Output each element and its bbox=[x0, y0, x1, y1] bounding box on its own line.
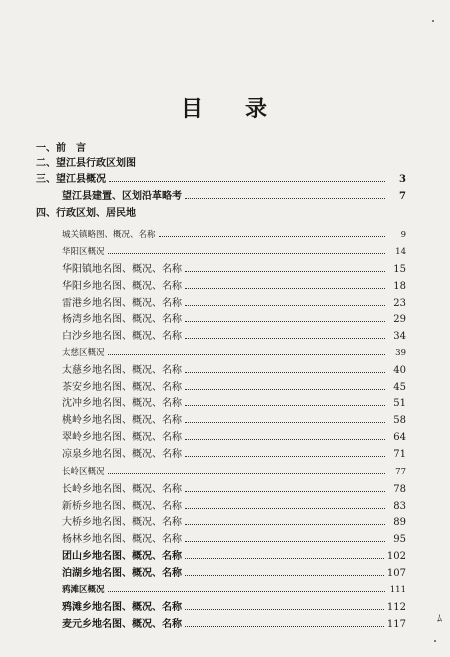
toc-entry-label: 杨林乡地名图、概况、名称 bbox=[62, 534, 182, 545]
dot-leader bbox=[109, 181, 385, 182]
scan-speck bbox=[434, 640, 436, 642]
toc-page-number: 78 bbox=[393, 484, 406, 495]
toc-page-number: 95 bbox=[393, 534, 406, 545]
page-title bbox=[0, 92, 450, 123]
toc-entry-label: 华阳镇地名图、概况、名称 bbox=[62, 264, 182, 275]
toc-entry[interactable] bbox=[62, 466, 406, 479]
dot-leader bbox=[185, 338, 385, 339]
toc-entry-label: 团山乡地名图、概况、名称 bbox=[62, 551, 182, 562]
dot-leader bbox=[185, 422, 385, 423]
toc-page-number: 117 bbox=[386, 619, 406, 630]
toc-section[interactable] bbox=[36, 157, 406, 170]
toc-entry-label: 麦元乡地名图、概况、名称 bbox=[62, 619, 182, 630]
toc-page-number: 111 bbox=[389, 585, 406, 595]
toc-entry[interactable] bbox=[62, 431, 406, 444]
toc-entry[interactable] bbox=[62, 280, 406, 293]
toc-page-number: 77 bbox=[395, 467, 406, 477]
dot-leader bbox=[185, 575, 384, 576]
title-char-1: 目 bbox=[180, 96, 205, 122]
toc-entry-label: 翠岭乡地名图、概况、名称 bbox=[62, 432, 182, 443]
toc-entry-label: 长岭乡地名图、概况、名称 bbox=[62, 484, 182, 495]
toc-page-number: 112 bbox=[386, 602, 406, 613]
title-char-2: 录 bbox=[245, 96, 270, 122]
toc-page-number: 102 bbox=[386, 551, 406, 562]
toc-entry-label: 沈冲乡地名图、概况、名称 bbox=[62, 398, 182, 409]
toc-page-number: 40 bbox=[393, 365, 406, 376]
dot-leader bbox=[185, 271, 385, 272]
toc-entry-label: 雷港乡地名图、概况、名称 bbox=[62, 298, 182, 309]
toc-page-number: 58 bbox=[393, 415, 406, 426]
dot-leader bbox=[108, 591, 385, 592]
toc-entry-label: 白沙乡地名图、概况、名称 bbox=[62, 331, 182, 342]
toc-page-number: 18 bbox=[393, 281, 406, 292]
toc-section[interactable] bbox=[62, 190, 406, 203]
dot-leader bbox=[185, 491, 385, 492]
toc-entry-label: 城关镇略图、概况、名称 bbox=[62, 230, 156, 240]
toc-entry[interactable] bbox=[62, 246, 406, 259]
toc-page-number: 83 bbox=[393, 501, 406, 512]
toc-entry[interactable] bbox=[62, 601, 406, 614]
toc-entry-label: 大桥乡地名图、概况、名称 bbox=[62, 517, 182, 528]
toc-section[interactable] bbox=[36, 142, 406, 155]
toc-entry[interactable] bbox=[62, 364, 406, 377]
dot-leader bbox=[185, 541, 385, 542]
margin-mark: ﾑ bbox=[437, 614, 442, 625]
toc-entry-label: 茶安乡地名图、概况、名称 bbox=[62, 382, 182, 393]
dot-leader bbox=[185, 609, 384, 610]
toc-page-number: 45 bbox=[393, 382, 406, 393]
dot-leader bbox=[185, 405, 385, 406]
toc-section-label: 二、望江县行政区划图 bbox=[36, 158, 136, 169]
toc-entry-label: 华阳区概况 bbox=[62, 247, 105, 257]
toc-entry-label: 鸦滩乡地名图、概况、名称 bbox=[62, 602, 182, 613]
dot-leader bbox=[185, 524, 385, 525]
dot-leader bbox=[159, 236, 385, 237]
toc-page-number: 15 bbox=[393, 264, 406, 275]
toc-page-number: 23 bbox=[393, 298, 406, 309]
dot-leader bbox=[185, 288, 385, 289]
dot-leader bbox=[108, 473, 385, 474]
toc-section-label: 三、望江县概况 bbox=[36, 174, 106, 185]
toc-entry[interactable] bbox=[62, 516, 406, 529]
toc-page-number: 9 bbox=[400, 230, 406, 240]
toc-entry[interactable] bbox=[62, 381, 406, 394]
toc-entry-label: 太慈区概况 bbox=[62, 348, 105, 358]
dot-leader bbox=[185, 508, 385, 509]
toc-entry[interactable] bbox=[62, 584, 406, 597]
toc-section-label: 四、行政区划、居民地 bbox=[36, 208, 136, 219]
toc-page-number: 64 bbox=[393, 432, 406, 443]
dot-leader bbox=[185, 198, 385, 199]
toc-page-number: 29 bbox=[393, 314, 406, 325]
toc-page-number: 34 bbox=[393, 331, 406, 342]
toc-entry[interactable] bbox=[62, 567, 406, 580]
toc-entry-label: 泊湖乡地名图、概况、名称 bbox=[62, 568, 182, 579]
toc-page-number: 39 bbox=[395, 348, 406, 358]
toc-entry-label: 新桥乡地名图、概况、名称 bbox=[62, 501, 182, 512]
toc-page-number: 7 bbox=[399, 191, 406, 202]
toc-page-number: 107 bbox=[386, 568, 406, 579]
dot-leader bbox=[185, 626, 384, 627]
toc-entry[interactable] bbox=[62, 229, 406, 242]
toc-entry[interactable] bbox=[62, 550, 406, 563]
dot-leader bbox=[185, 389, 385, 390]
dot-leader bbox=[185, 305, 385, 306]
toc-entry-label: 太慈乡地名图、概况、名称 bbox=[62, 365, 182, 376]
toc-page-number: 71 bbox=[393, 449, 406, 460]
toc-entry[interactable] bbox=[62, 347, 406, 360]
toc-page-number: 89 bbox=[393, 517, 406, 528]
dot-leader bbox=[108, 354, 385, 355]
toc-entry[interactable] bbox=[62, 533, 406, 546]
toc-page-number: 51 bbox=[393, 398, 406, 409]
toc-entry[interactable] bbox=[62, 500, 406, 513]
toc-entry[interactable] bbox=[62, 618, 406, 631]
toc-page-number: 3 bbox=[399, 174, 406, 185]
dot-leader bbox=[185, 372, 385, 373]
toc-section[interactable] bbox=[36, 173, 406, 186]
toc-section-label: 一、前 言 bbox=[36, 143, 86, 154]
toc-entry-label: 华阳乡地名图、概况、名称 bbox=[62, 281, 182, 292]
toc-entry-label: 长岭区概况 bbox=[62, 467, 105, 477]
toc-page-number: 14 bbox=[395, 247, 406, 257]
dot-leader bbox=[108, 253, 385, 254]
dot-leader bbox=[185, 558, 384, 559]
toc-section-label: 望江县建置、区划沿革略考 bbox=[62, 191, 182, 202]
toc-entry[interactable] bbox=[62, 297, 406, 310]
toc-entry[interactable] bbox=[62, 448, 406, 461]
dot-leader bbox=[185, 321, 385, 322]
toc-section[interactable] bbox=[36, 207, 406, 220]
toc-entry-label: 鸦滩区概况 bbox=[62, 585, 105, 595]
dot-leader bbox=[185, 456, 385, 457]
toc-entry[interactable] bbox=[62, 330, 406, 343]
toc-entry[interactable] bbox=[62, 263, 406, 276]
toc-entry[interactable] bbox=[62, 313, 406, 326]
toc-entry[interactable] bbox=[62, 414, 406, 427]
toc-entry[interactable] bbox=[62, 483, 406, 496]
toc-entry-label: 凉泉乡地名图、概况、名称 bbox=[62, 449, 182, 460]
toc-entry-label: 桃岭乡地名图、概况、名称 bbox=[62, 415, 182, 426]
scan-speck bbox=[432, 20, 434, 22]
toc-entry-label: 杨湾乡地名图、概况、名称 bbox=[62, 314, 182, 325]
dot-leader bbox=[185, 439, 385, 440]
toc-entry[interactable] bbox=[62, 397, 406, 410]
